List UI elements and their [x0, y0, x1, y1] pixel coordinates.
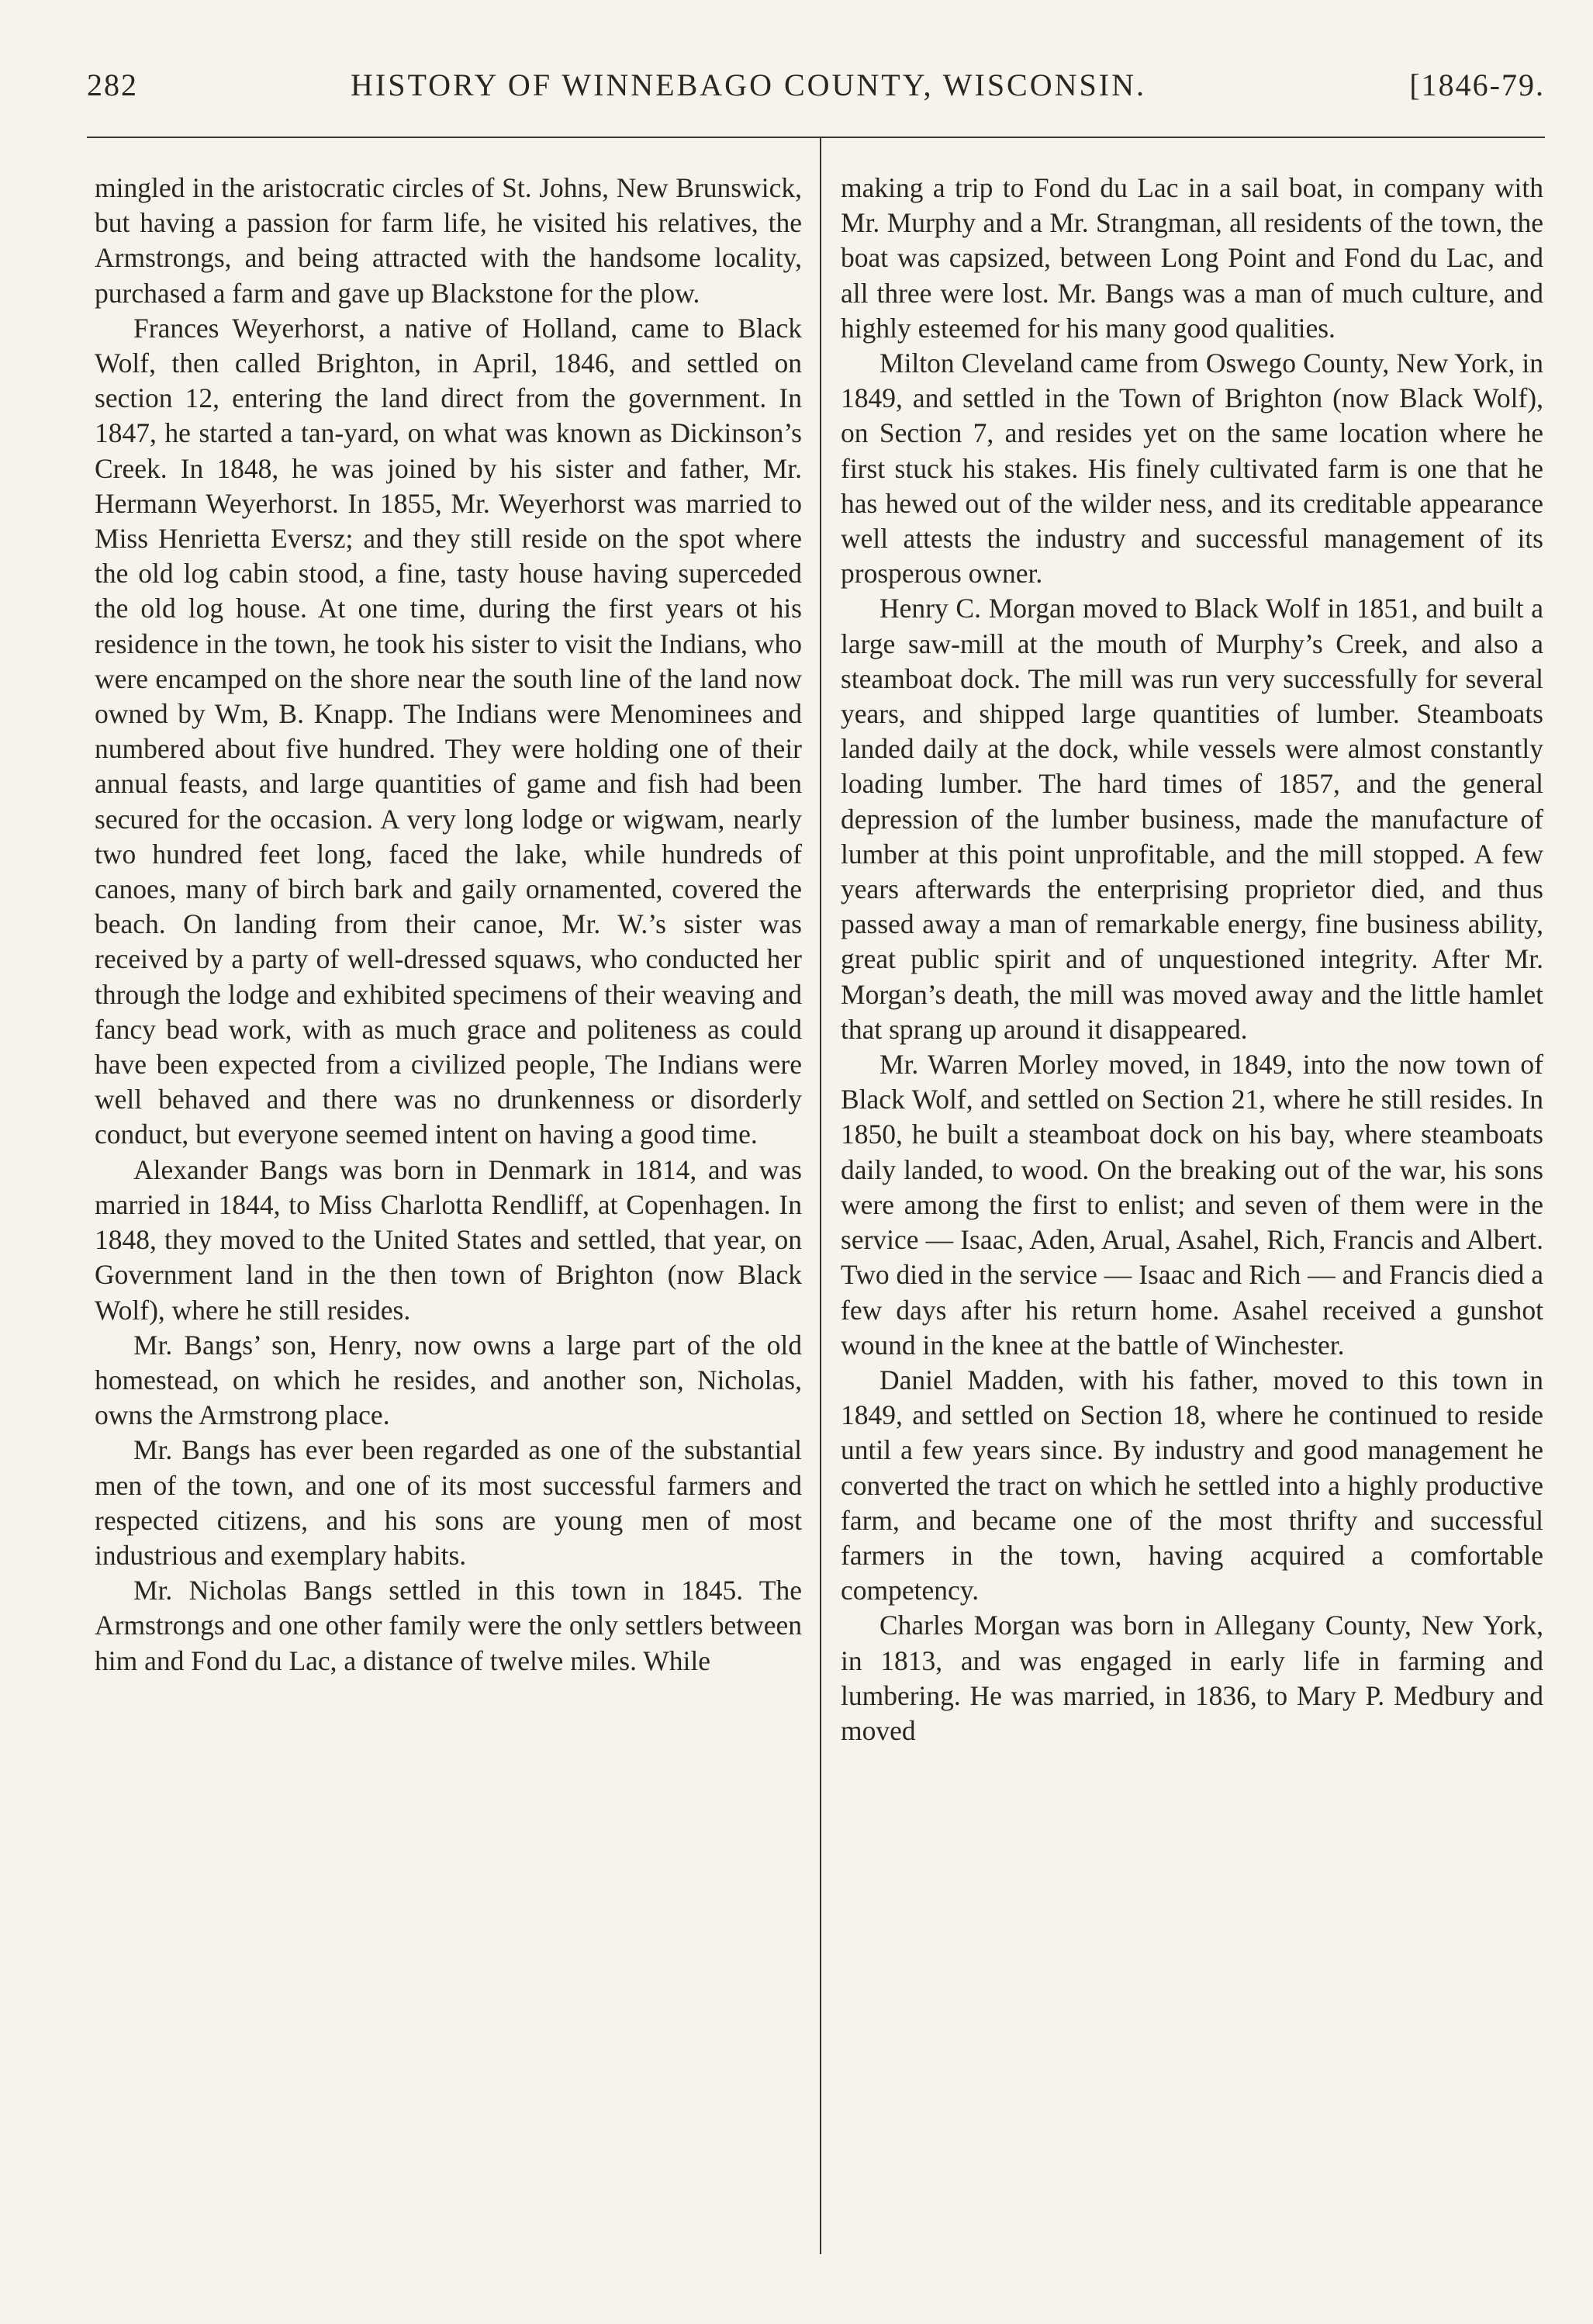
- paragraph: Milton Cleveland came from Oswego County, New York, in 1849, and settled in the Town of Brighton (now Black Wolf), on Section 7, and resides yet on the same location where he first stuck his stakes. His finely cultivated farm is one that he has hewed out of the wilder ness, and its creditable appearance well attests the industry and successful management of its prosperous owner.: [841, 348, 1543, 590]
- paragraph: Alexander Bangs was born in Denmark in 1814, and was married in 1844, to Miss Charlotta Rendliff, at Copenhagen. In 1848, they moved to the United States and settled, that year, on Government land in the then town of Brighton (now Black Wolf), where he still resides.: [95, 1153, 802, 1326]
- paragraph: Mr. Bangs has ever been regarded as one of the substantial men of the town, and one of its most successful farmers and respected citizens, and his sons are young men of most industrious and exemplary habits.: [95, 1434, 802, 1571]
- right-column: [841, 171, 1543, 1748]
- paragraph: Frances Weyerhorst, a native of Holland, came to Black Wolf, then called Brighton, in April, 1846, and settled on section 12, entering the land direct from the government. In 1847, he started a tan-yard, on what was known as Dickinson’s Creek. In 1848, he was joined by his sister and father, Mr. Hermann Weyerhorst. In 1855, Mr. Weyerhorst was married to Miss Henrietta Eversz; and they still reside on the spot where the old log cabin stood, a fine, tasty house having superceded the old log house. At one time, during the first years ot his residence in the town, he took his sister to visit the Indians, who were encamped on the shore near the south line of the land now owned by Wm, B. Knapp. The Indians were Menominees and numbered about five hundred. They were holding one of their annual feasts, and large quantities of game and fish had been secured for the occasion. A very long lodge or wigwam, nearly two hundred feet long, faced the lake, while hundreds of canoes, many of birch bark and gaily ornamented, covered the beach. On landing from their canoe, Mr. W.’s sister was received by a party of well-dressed squaws, who conducted her through the lodge and exhibited specimens of their weaving and fancy bead work, with as much grace and politeness as could have been expected from a civilized people, The Indians were well behaved and there was no drunkenness or disorderly conduct, but everyone seemed intent on having a good time.: [95, 312, 802, 1150]
- paragraph: mingled in the aristocratic circles of St. Johns, New Brunswick, but having a passion for farm life, he visited his relatives, the Armstrongs, and being attracted with the handsome locality, purchased a farm and gave up Blackstone for the plow.: [95, 172, 802, 309]
- paragraph: Mr. Warren Morley moved, in 1849, into the now town of Black Wolf, and settled on Section 21, where he still resides. In 1850, he built a steamboat dock on his bay, where steamboats daily landed, to wood. On the breaking out of the war, his sons were among the first to enlist; and seven of them were in the service — Isaac, Aden, Arual, Asahel, Rich, Francis and Albert. Two died in the service — Isaac and Rich — and Francis died a few days after his return home. Asahel received a gunshot wound in the knee at the battle of Winchester.: [841, 1049, 1543, 1361]
- paragraph: Charles Morgan was born in Allegany County, New York, in 1813, and was engaged in early life in farming and lumbering. He was married, in 1836, to Mary P. Medbury and moved: [841, 1610, 1543, 1746]
- paragraph: Mr. Bangs’ son, Henry, now owns a large part of the old homestead, on which he resides, and another son, Nicholas, owns the Armstrong place.: [95, 1329, 802, 1431]
- running-header: [87, 67, 1545, 113]
- paragraph: Henry C. Morgan moved to Black Wolf in 1851, and built a large saw-mill at the mouth of Murphy’s Creek, and also a steamboat dock. The mill was run very successfully for several years, and shipped large quantities of lumber. Steamboats landed daily at the dock, while vessels were almost constantly loading lumber. The hard times of 1857, and the general depression of the lumber business, made the manufacture of lumber at this point unprofitable, and the mill stopped. A few years afterwards the enterprising proprietor died, and thus passed away a man of remarkable energy, fine business ability, great public spirit and of unquestioned integrity. After Mr. Morgan’s death, the mill was moved away and the little hamlet that sprang up around it disappeared.: [841, 593, 1543, 1045]
- year-range: [1846-79.: [1409, 67, 1545, 102]
- left-column: [95, 171, 802, 1679]
- page-number: 282: [87, 67, 138, 102]
- running-title: HISTORY OF WINNEBAGO COUNTY, WISCONSIN.: [351, 67, 1146, 102]
- column-divider: [820, 137, 821, 2254]
- header-rule: [87, 137, 1545, 138]
- paragraph: making a trip to Fond du Lac in a sail boat, in company with Mr. Murphy and a Mr. Strangman, all residents of the town, the boat was capsized, between Long Point and Fond du Lac, and all three were lost. Mr. Bangs was a man of much culture, and highly esteemed for his many good qualities.: [841, 172, 1543, 344]
- paragraph: Daniel Madden, with his father, moved to this town in 1849, and settled on Section 18, where he continued to reside until a few years since. By industry and good management he converted the tract on which he settled into a highly productive farm, and became one of the most thrifty and successful farmers in the town, having acquired a comfortable competency.: [841, 1364, 1543, 1606]
- paragraph: Mr. Nicholas Bangs settled in this town in 1845. The Armstrongs and one other family were the only settlers between him and Fond du Lac, a distance of twelve miles. While: [95, 1575, 802, 1676]
